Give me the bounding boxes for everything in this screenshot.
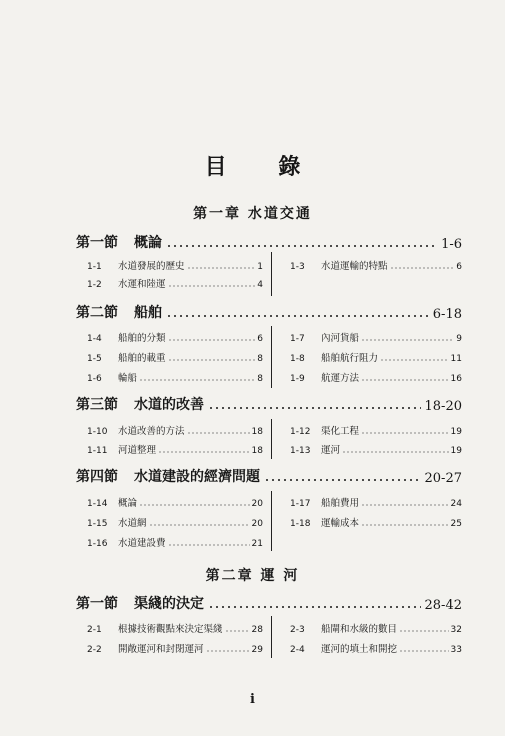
leader-dots bbox=[361, 524, 449, 526]
entry-title: 內河貨船 bbox=[321, 333, 360, 344]
section-number: 第一節 bbox=[76, 596, 118, 612]
toc-entry bbox=[87, 370, 263, 384]
section-title: 概論 bbox=[134, 235, 162, 251]
entry-page: 25 bbox=[450, 519, 462, 529]
entry-title: 水運和陸運 bbox=[118, 279, 166, 290]
leader-dots bbox=[139, 379, 255, 381]
leader-dots bbox=[380, 359, 449, 361]
entry-title: 輪船 bbox=[118, 373, 138, 384]
toc-entry bbox=[290, 258, 462, 272]
page-title: 目 錄 bbox=[204, 154, 323, 180]
leader-dots bbox=[166, 315, 429, 317]
entry-title: 船舶的載重 bbox=[118, 353, 166, 364]
leader-dots bbox=[206, 650, 250, 652]
entry-number: 1-9 bbox=[290, 374, 305, 384]
leader-dots bbox=[158, 451, 250, 453]
section-pages: 28-42 bbox=[424, 598, 462, 613]
entry-title: 運輸成本 bbox=[321, 518, 360, 529]
leader-dots bbox=[168, 359, 256, 361]
entry-page: 16 bbox=[450, 374, 462, 384]
entry-number: 1-3 bbox=[290, 262, 305, 272]
entry-number: 2-1 bbox=[87, 625, 102, 635]
toc-entry bbox=[87, 535, 263, 549]
entry-page: 20 bbox=[251, 499, 263, 509]
entry-title: 水道建設費 bbox=[118, 538, 166, 549]
entry-page: 24 bbox=[450, 499, 462, 509]
entry-number: 2-2 bbox=[87, 645, 102, 655]
leader-dots bbox=[168, 339, 256, 341]
entry-title: 船舶費用 bbox=[321, 498, 360, 509]
section-number: 第一節 bbox=[76, 235, 118, 251]
leader-dots bbox=[361, 339, 454, 341]
toc-entry bbox=[87, 495, 263, 509]
section-heading bbox=[76, 300, 462, 322]
entry-number: 1-4 bbox=[87, 334, 102, 344]
entry-page: 6 bbox=[257, 334, 263, 344]
toc-entry bbox=[290, 495, 462, 509]
entry-title: 運河的填土和開挖 bbox=[321, 644, 398, 655]
leader-dots bbox=[390, 267, 455, 269]
entry-title: 概論 bbox=[118, 498, 138, 509]
entry-title: 船舶航行阻力 bbox=[321, 353, 379, 364]
leader-dots bbox=[187, 432, 250, 434]
column-divider bbox=[271, 252, 272, 296]
section-pages: 20-27 bbox=[424, 471, 462, 486]
toc-entry bbox=[290, 621, 462, 635]
entry-number: 1-8 bbox=[290, 354, 305, 364]
entry-number: 1-18 bbox=[290, 519, 311, 529]
section-heading bbox=[76, 591, 462, 613]
chapter-heading: 第二章 運 河 bbox=[205, 568, 300, 584]
entry-page: 11 bbox=[450, 354, 462, 364]
toc-entry bbox=[290, 442, 462, 456]
section-heading bbox=[76, 392, 462, 414]
entry-title: 根據技術觀點來決定渠綫 bbox=[118, 624, 223, 635]
toc-entry bbox=[87, 515, 263, 529]
entry-number: 1-2 bbox=[87, 280, 102, 290]
section-pages: 6-18 bbox=[432, 307, 462, 322]
toc-entry bbox=[290, 423, 462, 437]
toc-entry bbox=[87, 330, 263, 344]
section-pages: 1-6 bbox=[441, 237, 462, 252]
toc-entry bbox=[290, 370, 462, 384]
entry-title: 河道整理 bbox=[118, 445, 157, 456]
section-title: 水道的改善 bbox=[134, 397, 204, 413]
section-pages: 18-20 bbox=[424, 399, 462, 414]
entry-number: 1-10 bbox=[87, 427, 108, 437]
section-title: 渠綫的決定 bbox=[134, 596, 204, 612]
entry-number: 1-1 bbox=[87, 262, 102, 272]
entry-page: 18 bbox=[251, 446, 263, 456]
entry-page: 21 bbox=[251, 539, 263, 549]
section-number: 第四節 bbox=[76, 469, 118, 485]
entry-page: 19 bbox=[450, 446, 462, 456]
toc-entry bbox=[290, 330, 462, 344]
toc-entry bbox=[87, 621, 263, 635]
section-title: 水道建設的經濟問題 bbox=[134, 469, 260, 485]
entry-title: 水道運輸的特點 bbox=[321, 261, 388, 272]
leader-dots bbox=[225, 630, 250, 632]
toc-entry bbox=[290, 515, 462, 529]
entry-title: 渠化工程 bbox=[321, 426, 360, 437]
entry-title: 航運方法 bbox=[321, 373, 360, 384]
leader-dots bbox=[208, 407, 421, 409]
entry-page: 18 bbox=[251, 427, 263, 437]
entry-page: 29 bbox=[251, 645, 263, 655]
entry-page: 4 bbox=[257, 280, 263, 290]
entry-title: 水道網 bbox=[118, 518, 147, 529]
entry-page: 8 bbox=[257, 374, 263, 384]
entry-number: 1-5 bbox=[87, 354, 102, 364]
page-number: i bbox=[250, 692, 255, 707]
toc-entry bbox=[87, 641, 263, 655]
column-divider bbox=[271, 419, 272, 459]
leader-dots bbox=[264, 479, 421, 481]
entry-title: 船舶的分類 bbox=[118, 333, 166, 344]
leader-dots bbox=[361, 379, 449, 381]
section-heading bbox=[76, 230, 462, 252]
section-heading bbox=[76, 464, 462, 486]
entry-number: 1-16 bbox=[87, 539, 108, 549]
entry-number: 1-14 bbox=[87, 499, 108, 509]
chapter-heading: 第一章 水道交通 bbox=[193, 206, 312, 222]
entry-title: 運河 bbox=[321, 445, 341, 456]
column-divider bbox=[271, 326, 272, 388]
toc-entry bbox=[87, 258, 263, 272]
entry-number: 1-17 bbox=[290, 499, 311, 509]
entry-page: 28 bbox=[251, 625, 263, 635]
entry-page: 9 bbox=[456, 334, 462, 344]
toc-entry bbox=[87, 276, 263, 290]
section-title: 船舶 bbox=[134, 305, 162, 321]
leader-dots bbox=[168, 285, 256, 287]
leader-dots bbox=[187, 267, 256, 269]
toc-entry bbox=[87, 442, 263, 456]
section-number: 第二節 bbox=[76, 305, 118, 321]
leader-dots bbox=[399, 630, 449, 632]
entry-number: 1-11 bbox=[87, 446, 108, 456]
entry-page: 33 bbox=[450, 645, 462, 655]
toc-entry bbox=[87, 423, 263, 437]
column-divider bbox=[271, 491, 272, 551]
leader-dots bbox=[208, 606, 421, 608]
column-divider bbox=[271, 616, 272, 658]
entry-number: 1-12 bbox=[290, 427, 311, 437]
entry-number: 2-3 bbox=[290, 625, 305, 635]
entry-number: 2-4 bbox=[290, 645, 305, 655]
leader-dots bbox=[361, 504, 449, 506]
toc-entry bbox=[290, 641, 462, 655]
entry-page: 19 bbox=[450, 427, 462, 437]
entry-title: 水道發展的歷史 bbox=[118, 261, 185, 272]
leader-dots bbox=[149, 524, 250, 526]
toc-entry bbox=[87, 350, 263, 364]
entry-page: 32 bbox=[450, 625, 462, 635]
leader-dots bbox=[168, 544, 250, 546]
entry-number: 1-6 bbox=[87, 374, 102, 384]
leader-dots bbox=[361, 432, 449, 434]
entry-number: 1-7 bbox=[290, 334, 305, 344]
leader-dots bbox=[399, 650, 449, 652]
section-number: 第三節 bbox=[76, 397, 118, 413]
entry-page: 20 bbox=[251, 519, 263, 529]
entry-number: 1-13 bbox=[290, 446, 311, 456]
entry-page: 8 bbox=[257, 354, 263, 364]
entry-page: 6 bbox=[456, 262, 462, 272]
entry-number: 1-15 bbox=[87, 519, 108, 529]
entry-title: 開敞運河和封閉運河 bbox=[118, 644, 204, 655]
entry-title: 水道改善的方法 bbox=[118, 426, 185, 437]
leader-dots bbox=[139, 504, 250, 506]
toc-entry bbox=[290, 350, 462, 364]
entry-page: 1 bbox=[257, 262, 263, 272]
leader-dots bbox=[166, 245, 437, 247]
leader-dots bbox=[342, 451, 449, 453]
entry-title: 船閘和水級的數目 bbox=[321, 624, 398, 635]
